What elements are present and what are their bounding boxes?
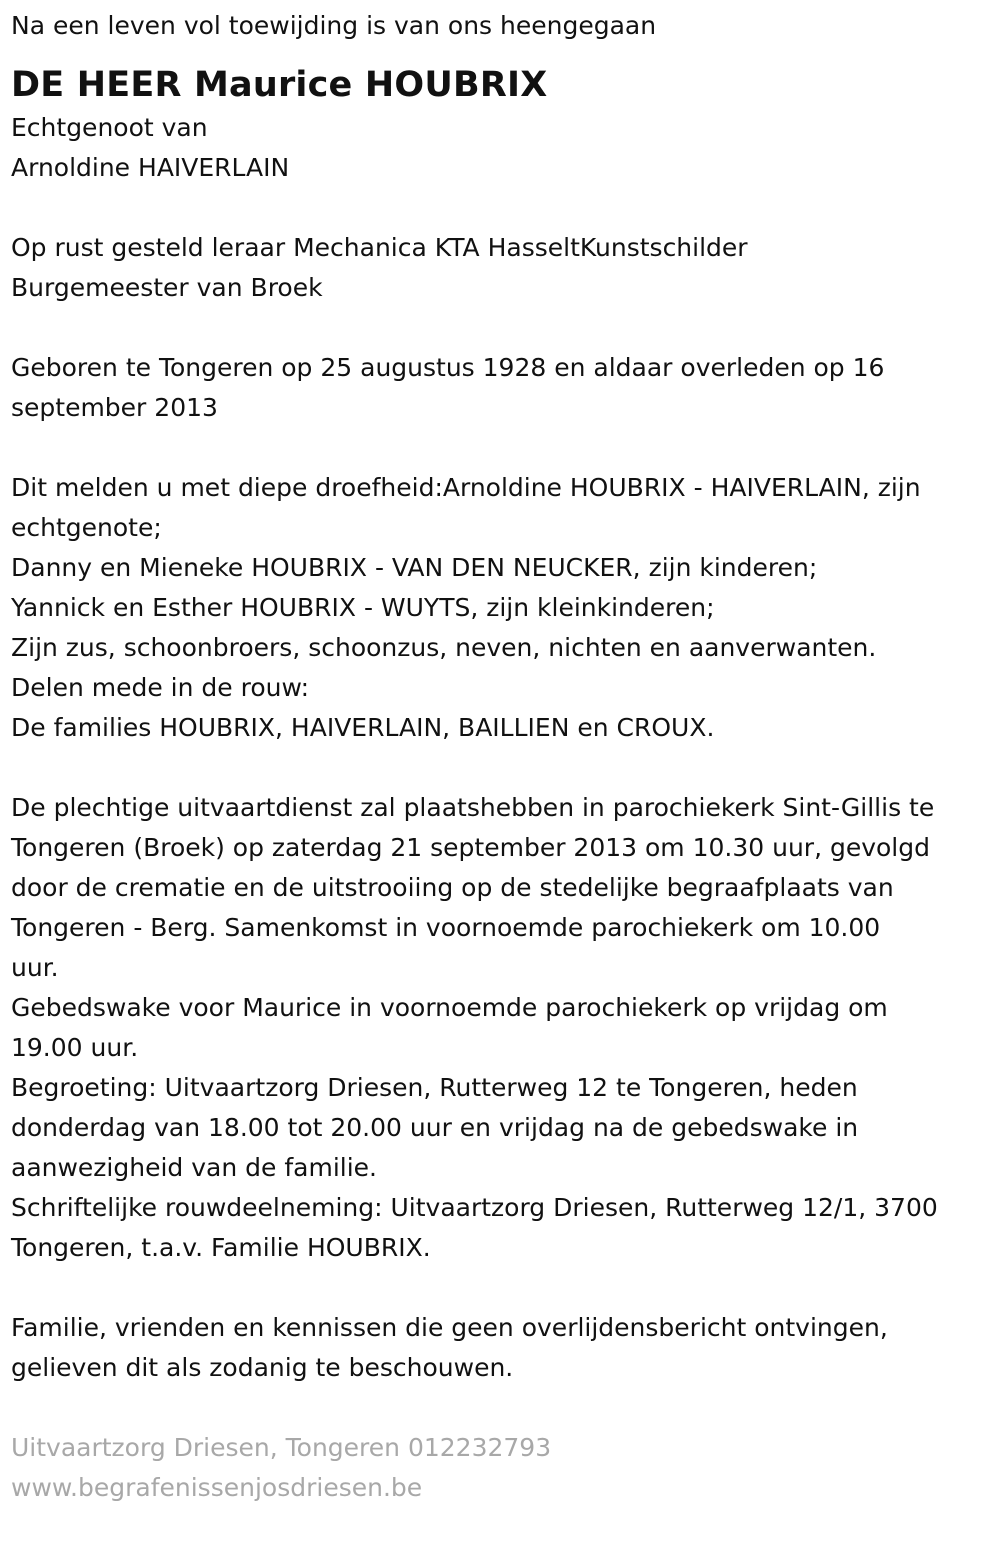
footer (11, 1428, 990, 1508)
funeral-line: door de crematie en de uitstrooiing op de stedelijke begraafplaats van (11, 873, 894, 902)
occupation-line: Burgemeester van Broek (11, 273, 323, 302)
funeral-line: Tongeren, t.a.v. Familie HOUBRIX. (11, 1233, 431, 1262)
funeral-line: De plechtige uitvaartdienst zal plaatshebben in parochiekerk Sint-Gillis te (11, 793, 935, 822)
announcer-line: De families HOUBRIX, HAIVERLAIN, BAILLIEN en CROUX. (11, 713, 715, 742)
spouse-block (11, 108, 990, 188)
announcer-line: Delen mede in de rouw: (11, 673, 309, 702)
announcer-line: echtgenote; (11, 513, 162, 542)
funeral-details-block (11, 788, 990, 1268)
announcer-line: Danny en Mieneke HOUBRIX - VAN DEN NEUCKER, zijn kinderen; (11, 553, 818, 582)
announcer-line: Dit melden u met diepe droefheid:Arnoldine HOUBRIX - HAIVERLAIN, zijn (11, 473, 921, 502)
funeral-line: 19.00 uur. (11, 1033, 139, 1062)
deceased-name: DE HEER Maurice HOUBRIX (11, 65, 548, 105)
announcer-line: Yannick en Esther HOUBRIX - WUYTS, zijn kleinkinderen; (11, 593, 715, 622)
spouse-line: Echtgenoot van (11, 113, 208, 142)
funeral-line: Begroeting: Uitvaartzorg Driesen, Rutterweg 12 te Tongeren, heden (11, 1073, 858, 1102)
notice-line: Familie, vrienden en kennissen die geen overlijdensbericht ontvingen, (11, 1313, 888, 1342)
funeral-home-contact: Uitvaartzorg Driesen, Tongeren 012232793 (11, 1433, 552, 1462)
birth-death-block (11, 348, 990, 428)
birth-death-line: Geboren te Tongeren op 25 augustus 1928 en aldaar overleden op 16 (11, 353, 885, 382)
funeral-line: aanwezigheid van de familie. (11, 1153, 377, 1182)
announcer-line: Zijn zus, schoonbroers, schoonzus, neven, nichten en aanverwanten. (11, 633, 877, 662)
funeral-line: Gebedswake voor Maurice in voornoemde parochiekerk op vrijdag om (11, 993, 888, 1022)
birth-death-line: september 2013 (11, 393, 218, 422)
funeral-line: uur. (11, 953, 59, 982)
spouse-line: Arnoldine HAIVERLAIN (11, 153, 290, 182)
announcers-block (11, 468, 990, 748)
occupation-line: Op rust gesteld leraar Mechanica KTA HasseltKunstschilder (11, 233, 748, 262)
intro-text: Na een leven vol toewijding is van ons heengegaan (11, 11, 657, 40)
notice-block (11, 1308, 990, 1388)
funeral-line: donderdag van 18.00 tot 20.00 uur en vrijdag na de gebedswake in (11, 1113, 859, 1142)
occupation-block (11, 228, 990, 308)
notice-line: gelieven dit als zodanig te beschouwen. (11, 1353, 514, 1382)
funeral-line: Tongeren - Berg. Samenkomst in voornoemde parochiekerk om 10.00 (11, 913, 881, 942)
website-link[interactable]: www.begrafenissenjosdriesen.be (11, 1473, 423, 1502)
funeral-line: Schriftelijke rouwdeelneming: Uitvaartzorg Driesen, Rutterweg 12/1, 3700 (11, 1193, 938, 1222)
funeral-line: Tongeren (Broek) op zaterdag 21 september 2013 om 10.30 uur, gevolgd (11, 833, 930, 862)
